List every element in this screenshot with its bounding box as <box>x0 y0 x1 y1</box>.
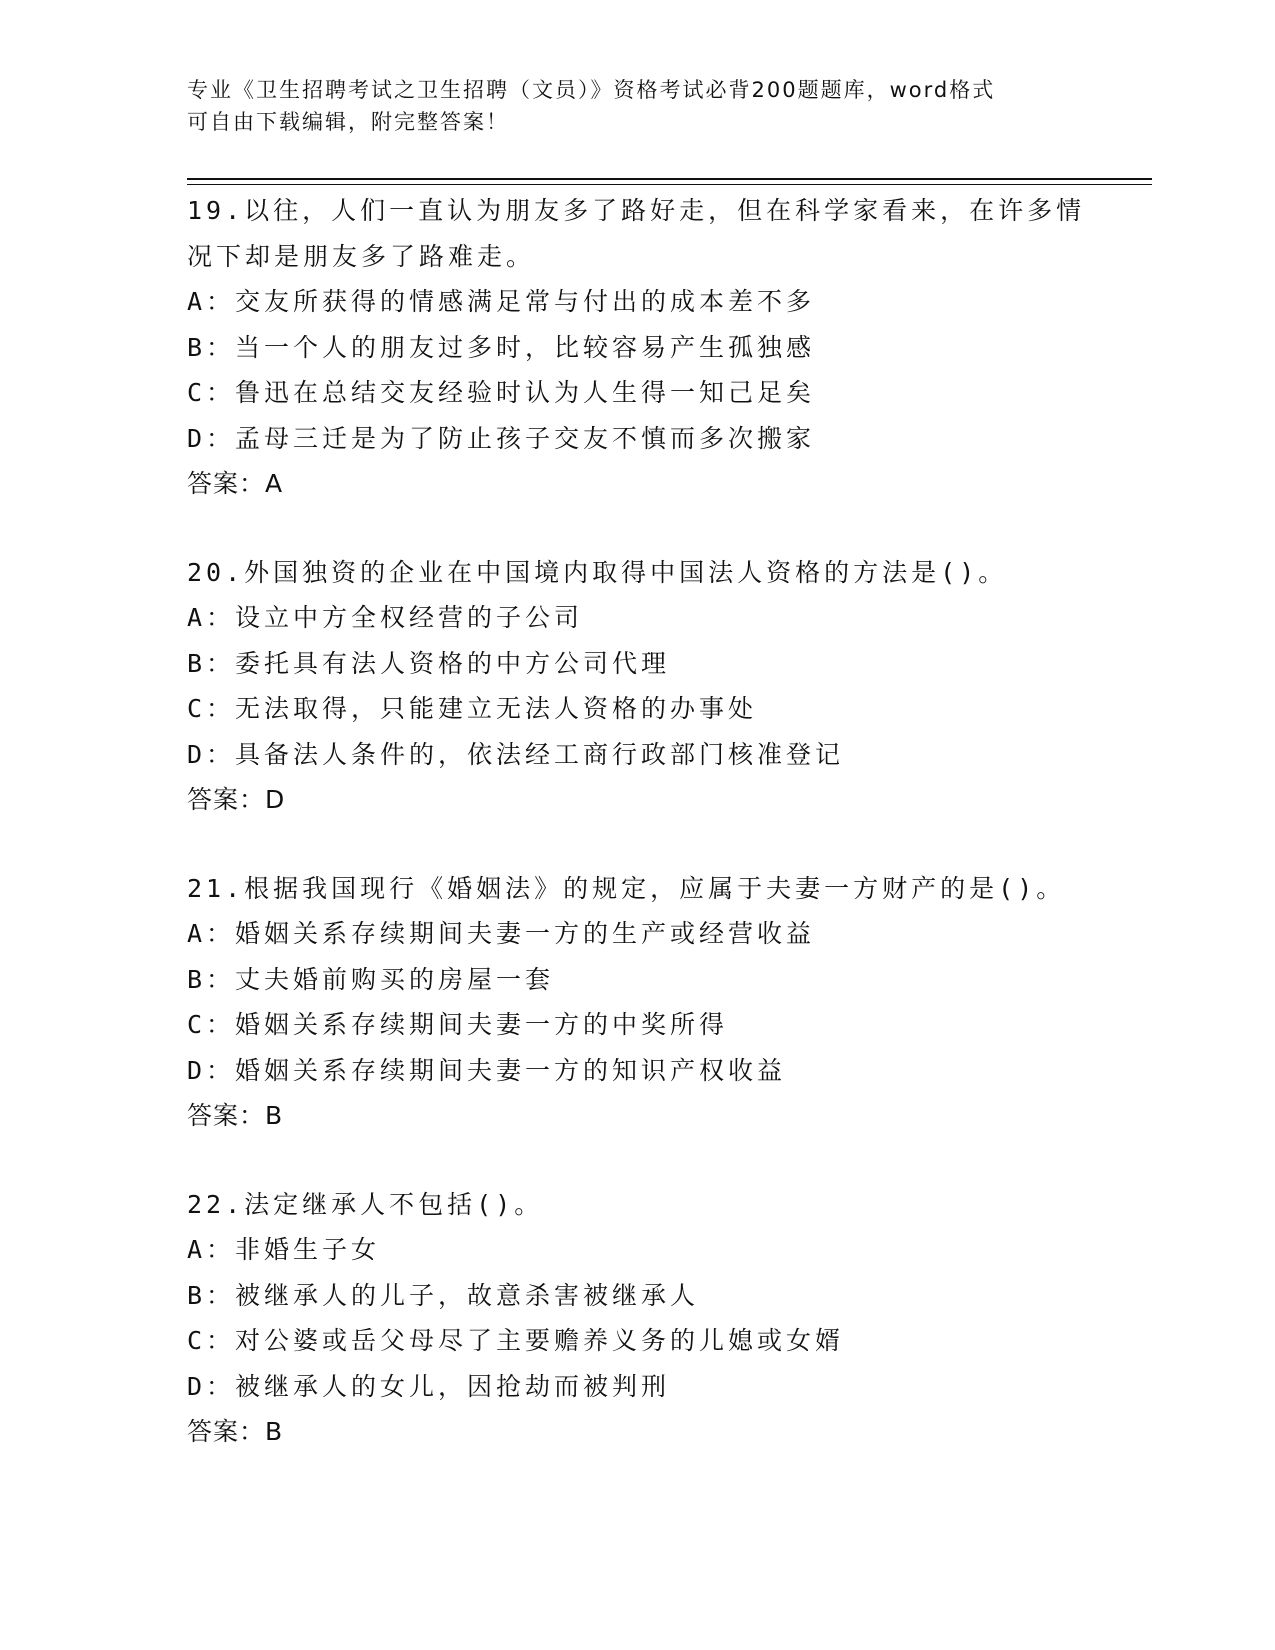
option-b: B：丈夫婚前购买的房屋一套 <box>187 964 555 994</box>
header-divider-thick <box>187 178 1152 180</box>
option-a: A：设立中方全权经营的子公司 <box>187 603 584 632</box>
question-19 <box>187 188 1117 507</box>
question-20 <box>187 550 1117 823</box>
option-d: D：孟母三迁是为了防止孩子交友不慎而多次搬家 <box>187 423 816 453</box>
option-b: B：委托具有法人资格的中方公司代理 <box>187 648 671 678</box>
answer-line: 答案：B <box>187 1417 284 1446</box>
option-c: C：鲁迅在总结交友经验时认为人生得一知己足矣 <box>187 378 816 407</box>
question-stem: 21.根据我国现行《婚姻法》的规定，应属于夫妻一方财产的是()。 <box>187 873 1066 903</box>
header-line-2: 可自由下载编辑，附完整答案！ <box>187 110 509 134</box>
document-header <box>187 74 1087 138</box>
option-a: A：婚姻关系存续期间夫妻一方的生产或经营收益 <box>187 919 816 948</box>
option-a: A：交友所获得的情感满足常与付出的成本差不多 <box>187 287 816 316</box>
option-c: C：无法取得，只能建立无法人资格的办事处 <box>187 694 758 723</box>
option-d: D：婚姻关系存续期间夫妻一方的知识产权收益 <box>187 1055 787 1085</box>
answer-line: 答案：B <box>187 1101 284 1130</box>
question-stem: 19.以往，人们一直认为朋友多了路好走，但在科学家看来，在许多情 <box>187 196 1086 225</box>
question-stem: 22.法定继承人不包括()。 <box>187 1189 544 1219</box>
answer-line: 答案：D <box>187 785 286 814</box>
option-c: C：婚姻关系存续期间夫妻一方的中奖所得 <box>187 1010 729 1039</box>
option-d: D：具备法人条件的，依法经工商行政部门核准登记 <box>187 739 845 769</box>
answer-line: 答案：A <box>187 469 284 498</box>
question-21 <box>187 866 1117 1139</box>
header-divider-thin <box>187 184 1152 185</box>
option-b: B：被继承人的儿子，故意杀害被继承人 <box>187 1280 700 1310</box>
question-stem-continued: 况下却是朋友多了路难走。 <box>187 241 536 271</box>
question-22 <box>187 1182 1117 1455</box>
question-stem: 20.外国独资的企业在中国境内取得中国法人资格的方法是()。 <box>187 557 1008 587</box>
header-line-1: 专业《卫生招聘考试之卫生招聘（文员）》资格考试必背200题题库，word格式 <box>187 78 996 102</box>
option-c: C：对公婆或岳父母尽了主要赡养义务的儿媳或女婿 <box>187 1326 845 1355</box>
option-d: D：被继承人的女儿，因抢劫而被判刑 <box>187 1371 671 1401</box>
option-b: B：当一个人的朋友过多时，比较容易产生孤独感 <box>187 332 816 362</box>
option-a: A：非婚生子女 <box>187 1235 381 1264</box>
question-list <box>187 188 1117 1498</box>
